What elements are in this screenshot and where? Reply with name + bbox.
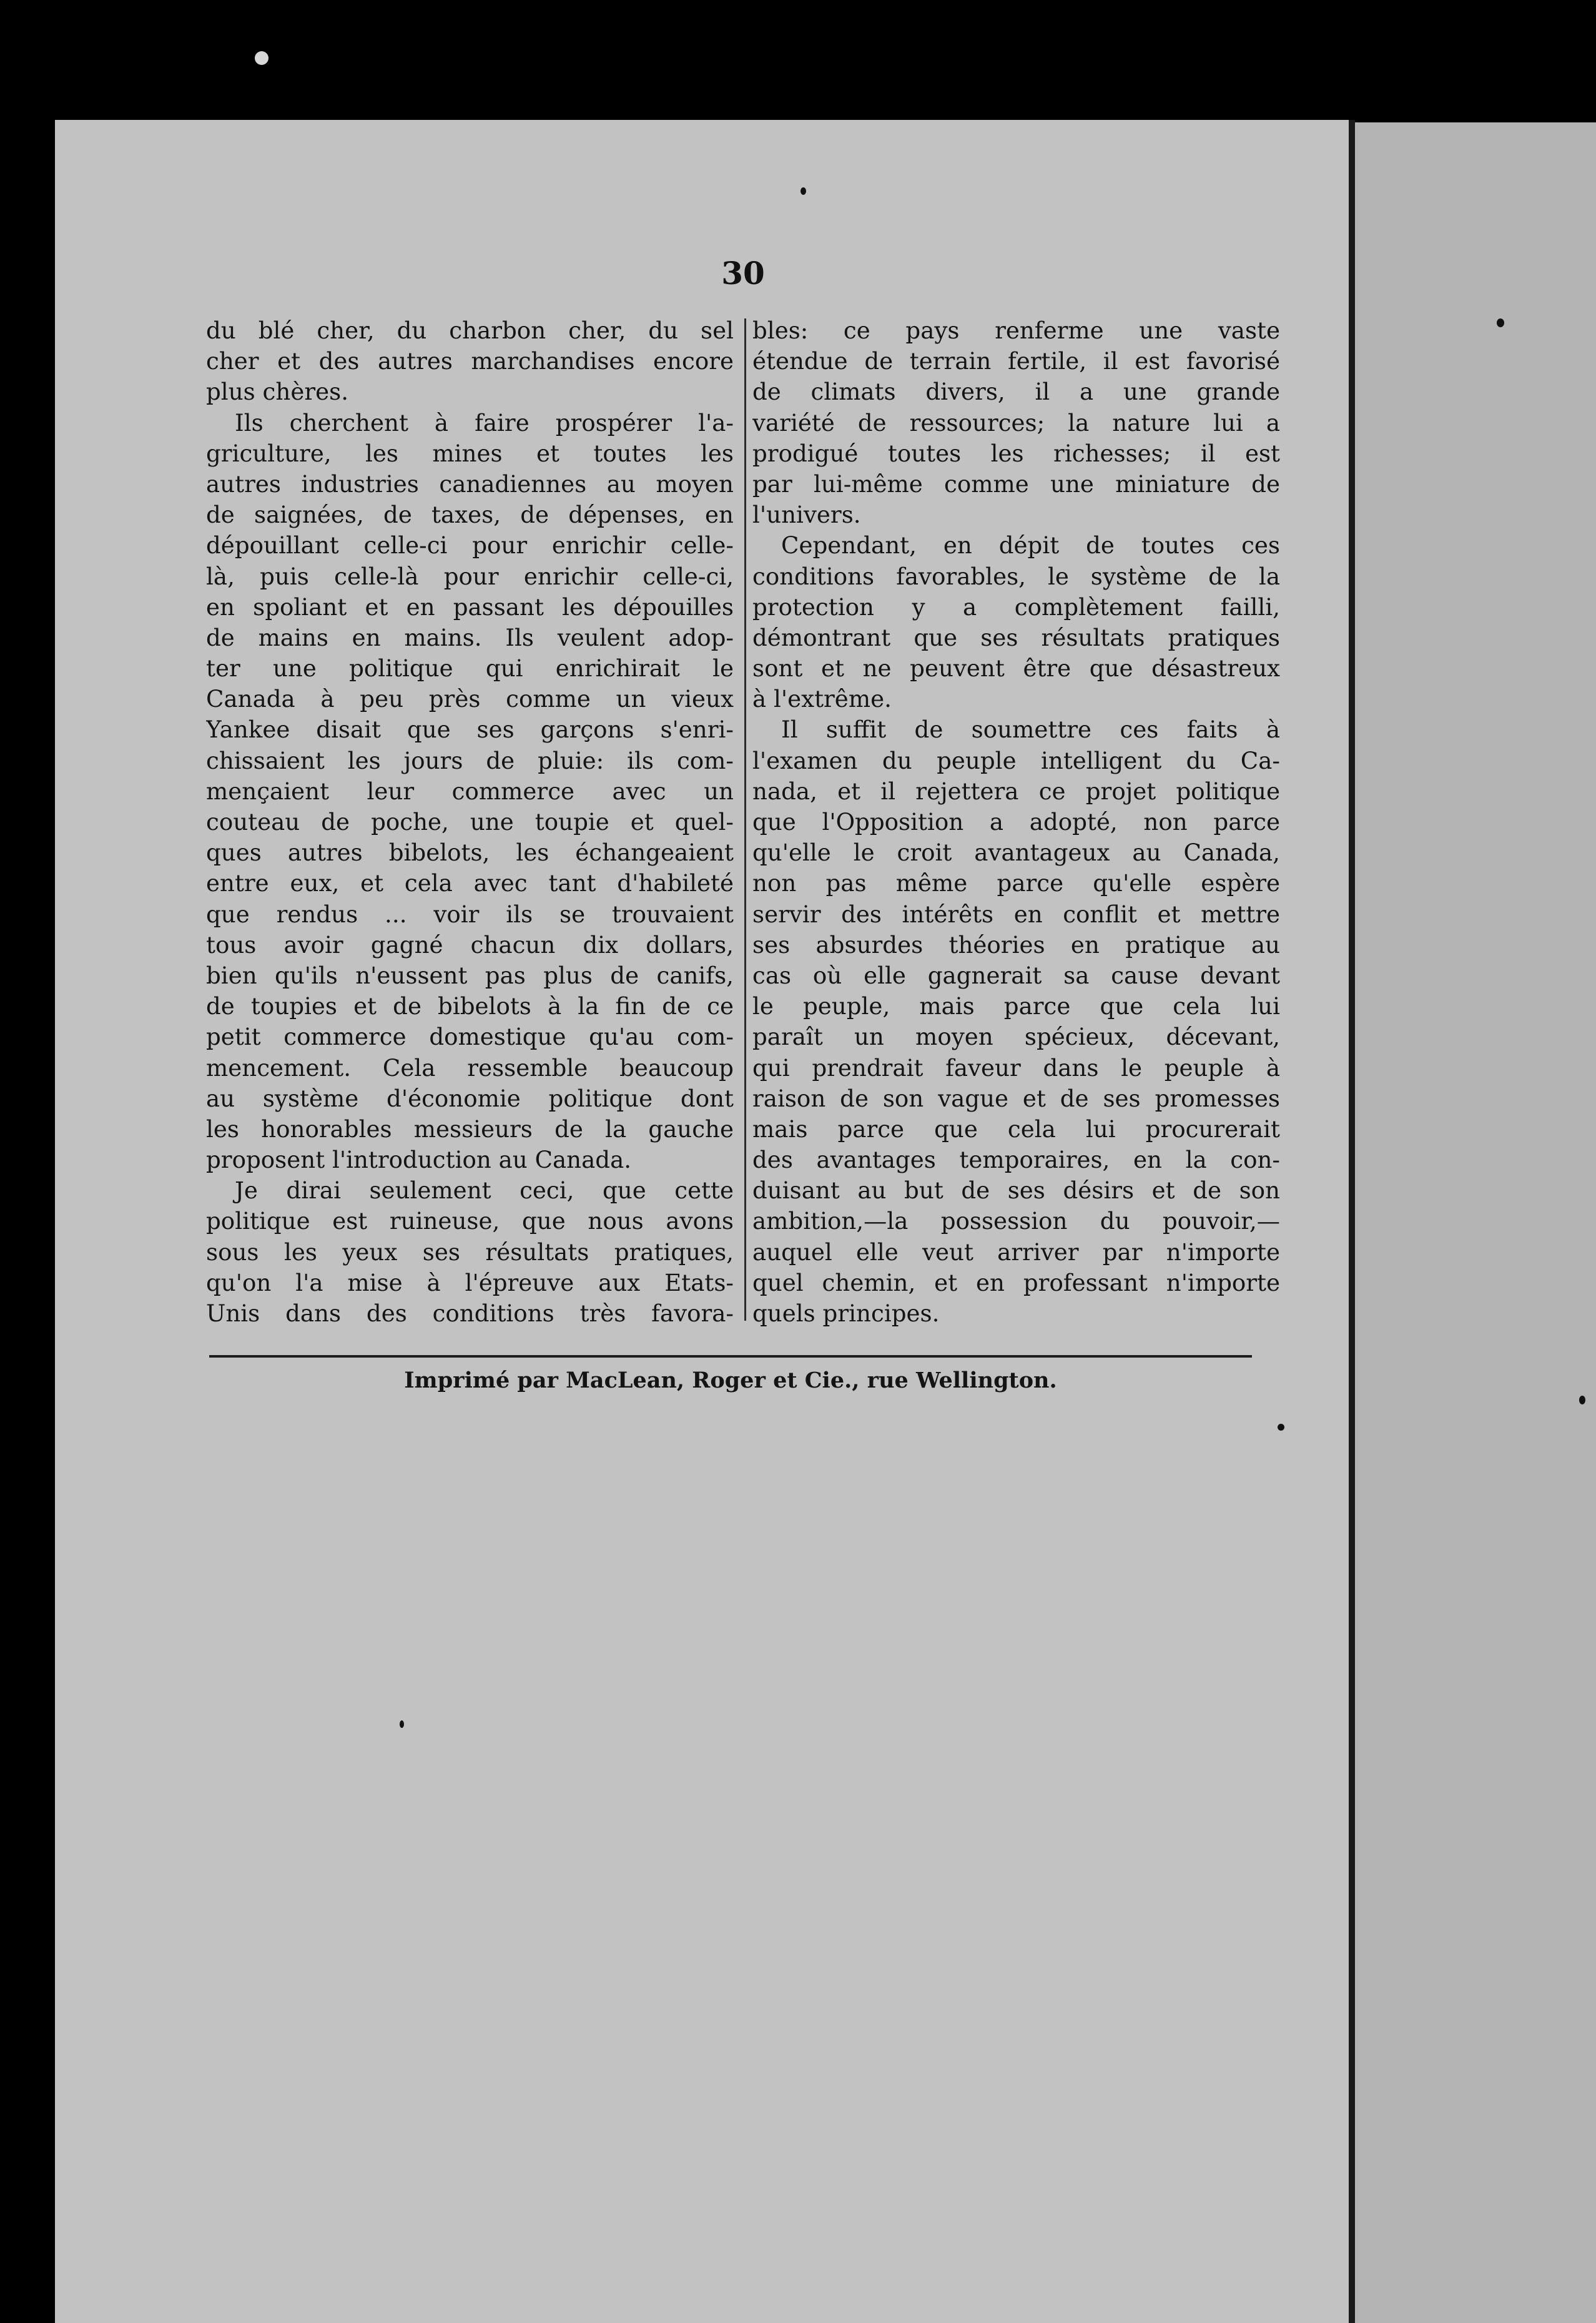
- text-line: Ils cherchent à faire prospérer l'a-: [235, 408, 734, 436]
- printer-imprint: Imprimé par MacLean, Roger et Cie., rue Wellington.: [404, 1368, 1057, 1393]
- binding-fold: [1349, 120, 1355, 2323]
- text-line: qu'elle le croit avantageux au Canada,: [752, 839, 1280, 867]
- text-line: quels principes.: [752, 1300, 940, 1327]
- text-line: Canada à peu près comme un vieux: [206, 685, 734, 713]
- text-line: raison de son vague et de ses promesses: [752, 1084, 1280, 1112]
- text-line: cher et des autres marchandises encore: [206, 347, 734, 375]
- text-line: non pas même parce qu'elle espère: [752, 869, 1280, 897]
- text-line: Yankee disait que ses garçons s'enri-: [206, 716, 734, 744]
- text-line: à l'extrême.: [752, 685, 892, 713]
- column-divider: [744, 318, 746, 1321]
- text-line: de saignées, de taxes, de dépenses, en: [206, 501, 734, 529]
- text-line: ambition,—la possession du pouvoir,—: [752, 1207, 1280, 1235]
- text-line: de toupies et de bibelots à la fin de ce: [206, 992, 734, 1020]
- text-line: dépouillant celle-ci pour enrichir celle-: [206, 531, 734, 560]
- text-line: que l'Opposition a adopté, non parce: [752, 808, 1280, 836]
- text-line: de climats divers, il a une grande: [752, 378, 1280, 406]
- text-line: que rendus ... voir ils se trouvaient: [206, 900, 734, 928]
- text-line: servir des intérêts en conflit et mettre: [752, 900, 1280, 928]
- text-line: bles: ce pays renferme une vaste: [752, 317, 1280, 344]
- text-line: petit commerce domestique qu'au com-: [206, 1023, 734, 1051]
- adjacent-page-edge: [1352, 122, 1596, 2323]
- text-line: griculture, les mines et toutes les: [206, 439, 734, 467]
- text-line: Il suffit de soumettre ces faits à: [781, 716, 1280, 744]
- text-line: couteau de poche, une toupie et quel-: [206, 808, 734, 836]
- ink-speck: [1497, 318, 1504, 327]
- text-line: Unis dans des conditions très favora-: [206, 1300, 734, 1327]
- text-line: en spoliant et en passant les dépouilles: [206, 593, 734, 621]
- text-line: proposent l'introduction au Canada.: [206, 1146, 632, 1174]
- text-line: plus chères.: [206, 378, 349, 406]
- text-line: autres industries canadiennes au moyen: [206, 470, 734, 498]
- text-line: au système d'économie politique dont: [206, 1084, 734, 1112]
- left-text-column: [206, 315, 734, 1329]
- text-line: duisant au but de ses désirs et de son: [752, 1176, 1280, 1205]
- text-line: Je dirai seulement ceci, que cette: [235, 1176, 734, 1205]
- text-line: qu'on l'a mise à l'épreuve aux Etats-: [206, 1268, 734, 1296]
- footer-rule: [209, 1355, 1252, 1358]
- text-line: cas où elle gagnerait sa cause devant: [752, 961, 1280, 989]
- text-line: des avantages temporaires, en la con-: [752, 1146, 1280, 1174]
- text-line: protection y a complètement failli,: [752, 593, 1280, 621]
- text-line: étendue de terrain fertile, il est favorisé: [752, 347, 1280, 375]
- text-line: ques autres bibelots, les échangeaient: [206, 839, 734, 867]
- text-line: chissaient les jours de pluie: ils com-: [206, 746, 734, 774]
- text-line: paraît un moyen spécieux, décevant,: [752, 1023, 1280, 1051]
- text-line: le peuple, mais parce que cela lui: [752, 992, 1280, 1020]
- text-line: variété de ressources; la nature lui a: [752, 408, 1280, 436]
- text-line: du blé cher, du charbon cher, du sel: [206, 317, 734, 344]
- text-line: sont et ne peuvent être que désastreux: [752, 654, 1280, 683]
- text-line: démontrant que ses résultats pratiques: [752, 623, 1280, 651]
- text-line: les honorables messieurs de la gauche: [206, 1115, 734, 1143]
- ink-speck: [400, 1720, 404, 1728]
- text-line: ses absurdes théories en pratique au: [752, 930, 1280, 959]
- text-line: l'univers.: [752, 501, 861, 529]
- text-line: politique est ruineuse, que nous avons: [206, 1207, 734, 1235]
- text-line: de mains en mains. Ils veulent adop-: [206, 623, 734, 651]
- text-line: bien qu'ils n'eussent pas plus de canifs,: [206, 961, 734, 989]
- right-text-column: [752, 315, 1280, 1329]
- text-line: prodigué toutes les richesses; il est: [752, 439, 1280, 467]
- text-line: conditions favorables, le système de la: [752, 562, 1280, 590]
- ink-speck: [1278, 1424, 1284, 1431]
- text-line: entre eux, et cela avec tant d'habileté: [206, 869, 734, 897]
- text-line: mais parce que cela lui procurerait: [752, 1115, 1280, 1143]
- ink-speck: [800, 187, 806, 195]
- page-number: 30: [721, 255, 765, 292]
- text-line: quel chemin, et en professant n'importe: [752, 1268, 1280, 1296]
- text-line: qui prendrait faveur dans le peuple à: [752, 1053, 1280, 1082]
- text-line: auquel elle veut arriver par n'importe: [752, 1238, 1280, 1266]
- text-line: par lui-même comme une miniature de: [752, 470, 1280, 498]
- text-line: là, puis celle-là pour enrichir celle-ci,: [206, 562, 734, 590]
- ink-speck: [1579, 1396, 1585, 1404]
- text-line: mencement. Cela ressemble beaucoup: [206, 1053, 734, 1082]
- pin-mark: [255, 51, 268, 65]
- text-line: ter une politique qui enrichirait le: [206, 654, 734, 683]
- text-line: mençaient leur commerce avec un: [206, 777, 734, 805]
- text-line: sous les yeux ses résultats pratiques,: [206, 1238, 734, 1266]
- text-line: Cependant, en dépit de toutes ces: [781, 531, 1280, 560]
- text-line: nada, et il rejettera ce projet politique: [752, 777, 1280, 805]
- text-line: l'examen du peuple intelligent du Ca-: [752, 746, 1280, 774]
- text-line: tous avoir gagné chacun dix dollars,: [206, 930, 734, 959]
